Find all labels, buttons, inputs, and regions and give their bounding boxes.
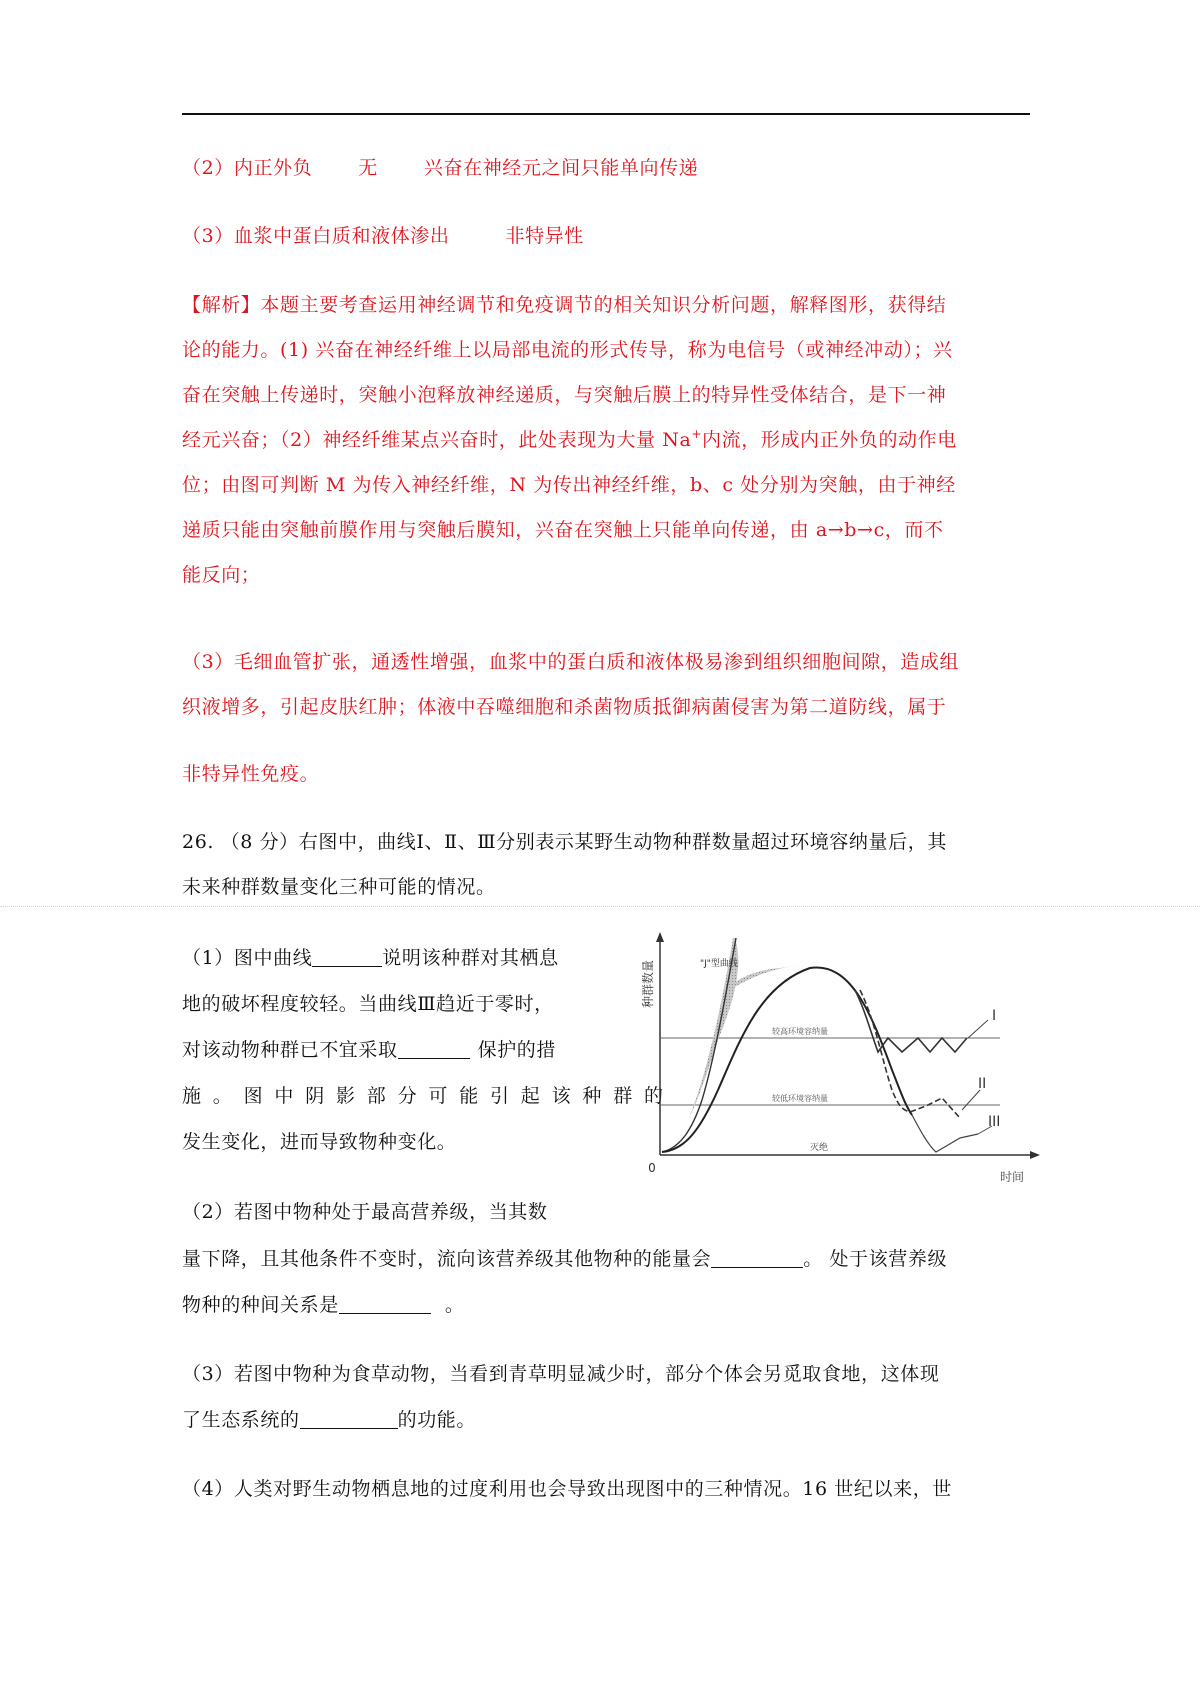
j-curve bbox=[662, 938, 736, 1152]
curve-1-label: I bbox=[992, 1008, 997, 1024]
answer-blank-2[interactable] bbox=[398, 1038, 470, 1059]
answer-2-label: （2）内正外负 bbox=[182, 157, 313, 179]
answer-blank-5[interactable] bbox=[300, 1408, 398, 1429]
curve-3-label: III bbox=[988, 1114, 1001, 1130]
q1-text-b: 说明该种群对其栖息 bbox=[382, 947, 559, 969]
low-capacity-label: 较低环境容纳量 bbox=[772, 1094, 828, 1103]
header-rule bbox=[182, 113, 1030, 115]
answer-blank-1[interactable] bbox=[312, 946, 382, 967]
analysis-p3-line-2: 织液增多，引起皮肤红肿；体液中吞噬细胞和杀菌物质抵御病菌侵害为第二道防线，属于 bbox=[182, 696, 947, 718]
q3-text-2a: 了生态系统的 bbox=[182, 1409, 300, 1431]
section-divider bbox=[0, 906, 1200, 907]
q3-line-2 bbox=[182, 1398, 476, 1443]
q4-line-1: （4）人类对野生动物栖息地的过度利用也会导致出现图中的三种情况。16 世纪以来，世 bbox=[182, 1478, 952, 1500]
origin-label: 0 bbox=[648, 1161, 656, 1175]
question-intro-line-2: 未来种群数量变化三种可能的情况。 bbox=[182, 876, 496, 898]
answer-3-b: 非特异性 bbox=[505, 225, 584, 247]
q2-line-3 bbox=[182, 1283, 464, 1328]
curve-3 bbox=[912, 1115, 978, 1152]
superscript-plus: + bbox=[691, 427, 703, 441]
analysis-tag: 【解析】 bbox=[182, 294, 261, 316]
curve-2-label: II bbox=[978, 1076, 987, 1092]
extinction-label: 灭绝 bbox=[810, 1143, 829, 1153]
q1-line-4: 施。图中阴影部分可能引起该种群的 bbox=[182, 1085, 675, 1107]
curve-1-leader bbox=[968, 1020, 988, 1038]
analysis-text-4b: 内流，形成内正外负的动作电 bbox=[702, 429, 957, 451]
analysis-line-2: 论的能力。(1) 兴奋在神经纤维上以局部电流的形式传导，称为电信号（或神经冲动）；兴 bbox=[182, 339, 953, 361]
analysis-line-1 bbox=[182, 283, 946, 328]
analysis-line-4 bbox=[182, 418, 957, 463]
question-intro-line-1: 26. （8 分）右图中，曲线Ⅰ、Ⅱ、Ⅲ分别表示某野生动物种群数量超过环境容纳量后，其 bbox=[182, 831, 947, 853]
q1-text-3a: 对该动物种群已不宜采取 bbox=[182, 1039, 398, 1061]
curve-2 bbox=[860, 990, 960, 1118]
analysis-text-4a: 经元兴奋；（2）神经纤维某点兴奋时，此处表现为大量 Na bbox=[182, 429, 692, 451]
q3-line-1: （3）若图中物种为食草动物，当看到青草明显减少时，部分个体会另觅取食地，这体现 bbox=[182, 1363, 940, 1385]
answer-2 bbox=[182, 146, 698, 191]
main-population-curve bbox=[662, 967, 912, 1152]
answer-blank-3[interactable] bbox=[711, 1247, 803, 1268]
q1-line-5: 发生变化，进而导致物种变化。 bbox=[182, 1131, 457, 1153]
high-capacity-label: 较高环境容纳量 bbox=[772, 1027, 828, 1036]
q3-text-2b: 的功能。 bbox=[397, 1409, 477, 1431]
analysis-line-6: 递质只能由突触前膜作用与突触后膜知，兴奋在突触上只能单向传递，由 a→b→c，而不 bbox=[182, 519, 944, 541]
answer-2-b: 无 bbox=[358, 157, 378, 179]
analysis-line-7: 能反向； bbox=[182, 564, 261, 586]
q1-text-a: （1）图中曲线 bbox=[182, 947, 313, 969]
y-axis-label: 种群数量 bbox=[641, 959, 655, 1008]
j-curve-label: "J"型曲线 bbox=[700, 959, 738, 969]
analysis-p3-line-1: （3）毛细血管扩张，通透性增强，血浆中的蛋白质和液体极易渗到组织细胞间隙，造成组 bbox=[182, 651, 960, 673]
q2-line-2 bbox=[182, 1237, 947, 1282]
curve-2-leader bbox=[962, 1090, 980, 1110]
answer-2-c: 兴奋在神经元之间只能单向传递 bbox=[423, 157, 699, 179]
q2-line-1: （2）若图中物种处于最高营养级，当其数 bbox=[182, 1201, 548, 1223]
x-axis-arrow bbox=[1030, 1151, 1040, 1159]
y-axis-arrow bbox=[656, 932, 664, 942]
q2-text-3a: 物种的种间关系是 bbox=[182, 1294, 339, 1316]
analysis-line-3: 奋在突触上传递时，突触小泡释放神经递质，与突触后膜上的特异性受体结合，是下一神 bbox=[182, 384, 947, 406]
q1-text-3b: 保护的措 bbox=[477, 1039, 557, 1061]
q1-line-1 bbox=[182, 936, 559, 981]
answer-3 bbox=[182, 214, 584, 259]
q1-line-2: 地的破坏程度较轻。当曲线Ⅲ趋近于零时， bbox=[182, 993, 554, 1015]
q2-text-2a: 量下降，且其他条件不变时，流向该营养级其他物种的能量会 bbox=[182, 1248, 712, 1270]
analysis-line-5: 位；由图可判断 M 为传入神经纤维，N 为传出神经纤维，b、c 处分别为突触，由于神经 bbox=[182, 474, 956, 496]
answer-3-label: （3）血浆中蛋白质和液体渗出 bbox=[182, 225, 450, 247]
q2-text-3b: 。 bbox=[444, 1294, 465, 1316]
answer-blank-4[interactable] bbox=[339, 1293, 431, 1314]
q2-text-2b: 。 处于该营养级 bbox=[803, 1248, 948, 1270]
analysis-text-1: 本题主要考查运用神经调节和免疫调节的相关知识分析问题，解释图形，获得结 bbox=[260, 294, 947, 316]
q1-line-3 bbox=[182, 1028, 556, 1073]
population-curve-figure bbox=[630, 930, 1050, 1185]
analysis-p3-line-3: 非特异性免疫。 bbox=[182, 763, 320, 785]
x-axis-label: 时间 bbox=[1000, 1170, 1025, 1184]
